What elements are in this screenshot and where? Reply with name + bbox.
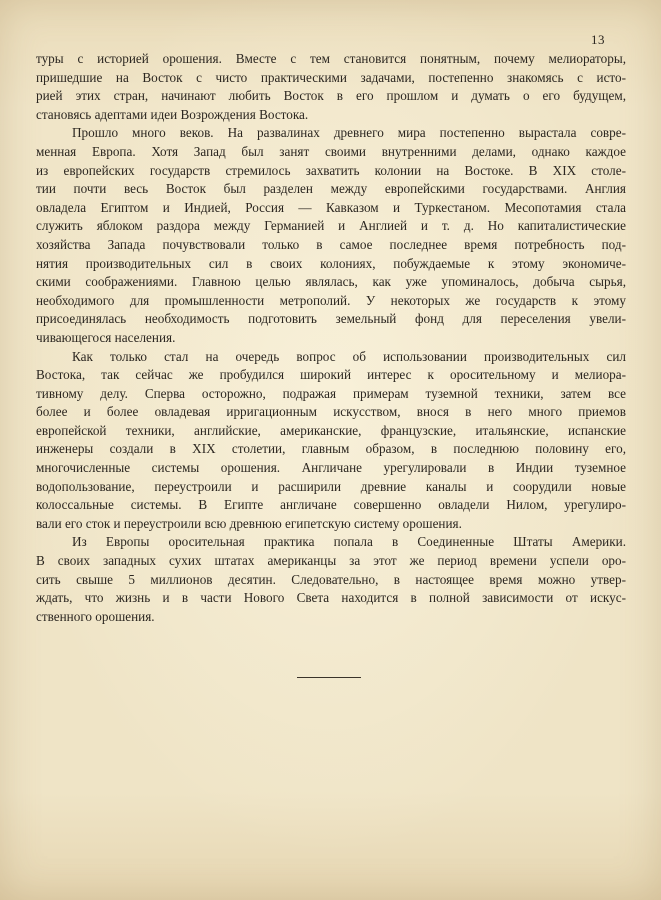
text-line: скими соображениями. Главною целью являлась, как уже упоминалось, добыча сырья, [36,274,626,290]
text-line: необходимого для промышленности метрополий. У некоторых же государств к этому [36,292,626,308]
text-line: инженеры создали в XIX столетии, главным образом, в последнюю половину его, [36,441,626,457]
text-line: Прошло много веков. На развалинах древнего мира постепенно вырастала совре- [72,125,626,141]
text-line: европейской техники, английские, американские, французские, итальянские, испанские [36,422,626,438]
text-line: сить свыше 5 миллионов десятин. Следовательно, в настоящее время можно утвер- [36,571,626,587]
text-line: нятия производительных сил в своих колониях, побуждаемые к этому экономиче- [36,255,626,271]
paragraph-3 [36,348,626,534]
text-line: пришедшие на Восток с чисто практическими задачами, постепенно знакомясь с исто- [36,69,626,85]
text-line: становясь адептами идеи Возрождения Востока. [36,106,309,122]
text-line: В своих западных сухих штатах американцы за этот же период времени успели оро- [36,553,626,569]
text-line: Как только стал на очередь вопрос об использовании производительных сил [72,348,626,364]
paragraph-1 [36,50,626,124]
section-divider [297,677,361,678]
text-line: присоединялась необходимость подготовить земельный фонд для переселения увели- [36,311,626,327]
text-line: водопользование, переустроили и расширили древние каналы и соорудили новые [36,478,626,494]
text-line: туры с историей орошения. Вместе с тем становится понятным, почему мелиораторы, [36,51,626,66]
text-line: колоссальные системы. В Египте англичане совершенно овладели Нилом, урегулиро- [36,497,626,513]
text-line: ственного орошения. [36,608,155,624]
text-line: вали его сток и переустроили всю древнюю египетскую систему орошения. [36,515,462,531]
text-line: Востока, так сейчас же пробудился широкий интерес к оросительному и мелиора- [36,367,626,383]
body-text [36,50,626,626]
text-line: ждать, что жизнь и в части Нового Света находится в полной зависимости от искус- [36,590,626,606]
text-line: служить яблоком раздора между Германией и Англией и т. д. Но капиталистические [36,218,626,234]
page-number: 13 [591,32,605,47]
text-line: хозяйства Запада почувствовали только в самое последнее время потребность под- [36,236,626,252]
text-line: из европейских государств стремилось захватить колонии на Востоке. В XIX столе- [36,162,626,178]
text-line: менная Европа. Хотя Запад был занят своими внутренними делами, однако каждое [36,143,626,159]
paragraph-2 [36,124,626,347]
text-line: тии почти весь Восток был разделен между европейскими государствами. Англия [36,181,626,197]
paragraph-4 [36,533,626,626]
text-line: чивающегося населения. [36,329,176,345]
text-line: рией этих стран, начинают любить Восток в его прошлом и думать о его будущем, [36,88,626,104]
text-line: овладела Египтом и Индией, Россия — Кавказом и Туркестаном. Месопотамия стала [36,199,626,215]
text-line: многочисленные системы орошения. Англичане урегулировали в Индии туземное [36,460,626,476]
text-line: более и более овладевая ирригационным искусством, внося в него много приемов [36,404,626,420]
text-line: тивному делу. Сперва осторожно, подражая примерам туземной техники, затем все [36,385,626,401]
text-line: Из Европы оросительная практика попала в Соединенные Штаты Америки. [72,534,626,550]
